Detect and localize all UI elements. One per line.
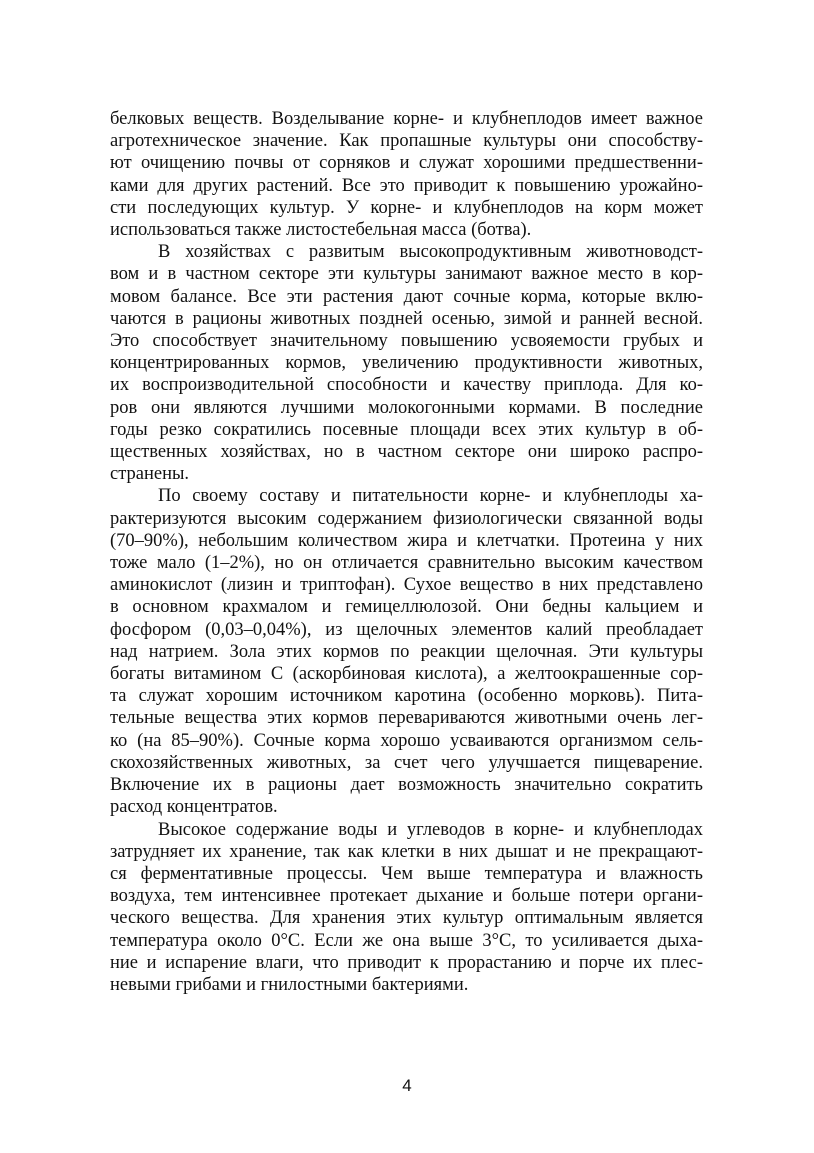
text-line: ко (на 85–90%). Сочные корма хорошо усваиваются организмом сель- — [110, 730, 703, 751]
text-line: рактеризуются высоким содержанием физиологически связанной воды — [110, 508, 703, 529]
text-line: воздуха, тем интенсивнее протекает дыхание и больше потери органи- — [110, 886, 703, 907]
text-line: странены. — [110, 464, 190, 485]
text-line: Это способствует значительному повышению усвояемости грубых и — [110, 331, 703, 352]
text-line: в основном крахмалом и гемицеллюлозой. Они бедны кальцием и — [110, 597, 703, 618]
text-line: концентрированных кормов, увеличению продуктивности животных, — [110, 353, 703, 374]
text-line: вом и в частном секторе эти культуры занимают важное место в кор- — [110, 264, 703, 285]
text-line: та служат хорошим источником каротина (особенно морковь). Пита- — [110, 686, 703, 707]
text-line: их воспроизводительной способности и качеству приплода. Для ко- — [110, 375, 703, 396]
text-line: мовом балансе. Все эти растения дают сочные корма, которые вклю- — [110, 286, 703, 307]
text-line: ние и испарение влаги, что приводит к прорастанию и порче их плес- — [110, 952, 703, 973]
text-line: сти последующих культур. У корне- и клубнеплодов на корм может — [110, 197, 703, 218]
text-line: над натрием. Зола этих кормов по реакции щелочная. Эти культуры — [110, 641, 703, 662]
text-line: Включение их в рационы дает возможность значительно сократить — [110, 775, 703, 796]
document-body — [110, 108, 703, 996]
text-line: тоже мало (1–2%), но он отличается сравнительно высоким качеством — [110, 553, 703, 574]
text-line: чаются в рационы животных поздней осенью, зимой и ранней весной. — [110, 308, 703, 329]
text-line: невыми грибами и гнилостными бактериями. — [110, 974, 469, 995]
text-line: агротехническое значение. Как пропашные культуры они способству- — [110, 131, 703, 152]
text-line: (70–90%), небольшим количеством жира и клетчатки. Протеина у них — [110, 530, 703, 551]
paragraph-3 — [110, 485, 703, 818]
text-line: ров они являются лучшими молокогонными кормами. В последние — [110, 397, 703, 418]
text-line: ческого вещества. Для хранения этих культур оптимальным является — [110, 908, 703, 929]
text-line: расход концентратов. — [110, 797, 278, 818]
text-line: использоваться также листостебельная масса (ботва). — [110, 220, 532, 241]
text-line: По своему составу и питательности корне- и клубнеплоды ха- — [158, 486, 703, 507]
text-line: аминокислот (лизин и триптофан). Сухое вещество в них представлено — [110, 575, 703, 596]
text-line: ся ферментативные процессы. Чем выше температура и влажность — [110, 863, 703, 884]
text-line: В хозяйствах с развитым высокопродуктивным животноводст- — [158, 242, 703, 263]
text-line: белковых веществ. Возделывание корне- и клубнеплодов имеет важное — [110, 109, 703, 129]
paragraph-4 — [110, 819, 703, 997]
text-line: скохозяйственных животных, за счет чего улучшается пищеварение. — [110, 752, 703, 773]
text-line: тельные вещества этих кормов перевариваются животными очень лег- — [110, 708, 703, 729]
text-line: годы резко сократились посевные площади всех этих культур в об- — [110, 419, 703, 440]
text-line: щественных хозяйствах, но в частном секторе они широко распро- — [110, 442, 703, 463]
text-line: затрудняет их хранение, так как клетки в них дышат и не прекращают- — [110, 841, 703, 862]
text-line: ками для других растений. Все это приводит к повышению урожайно- — [110, 175, 703, 196]
text-line: фосфором (0,03–0,04%), из щелочных элементов калий преобладает — [110, 619, 703, 640]
paragraph-2 — [110, 241, 703, 485]
page-number: 4 — [402, 1076, 412, 1095]
paragraph-1 — [110, 108, 703, 241]
text-line: температура около 0°С. Если же она выше 3°С, то усиливается дыха- — [110, 930, 703, 951]
text-line: ют очищению почвы от сорняков и служат хорошими предшественни- — [110, 153, 703, 174]
text-line: богаты витамином С (аскорбиновая кислота), а желтоокрашенные сор- — [110, 664, 703, 685]
text-line: Высокое содержание воды и углеводов в корне- и клубнеплодах — [158, 819, 703, 840]
